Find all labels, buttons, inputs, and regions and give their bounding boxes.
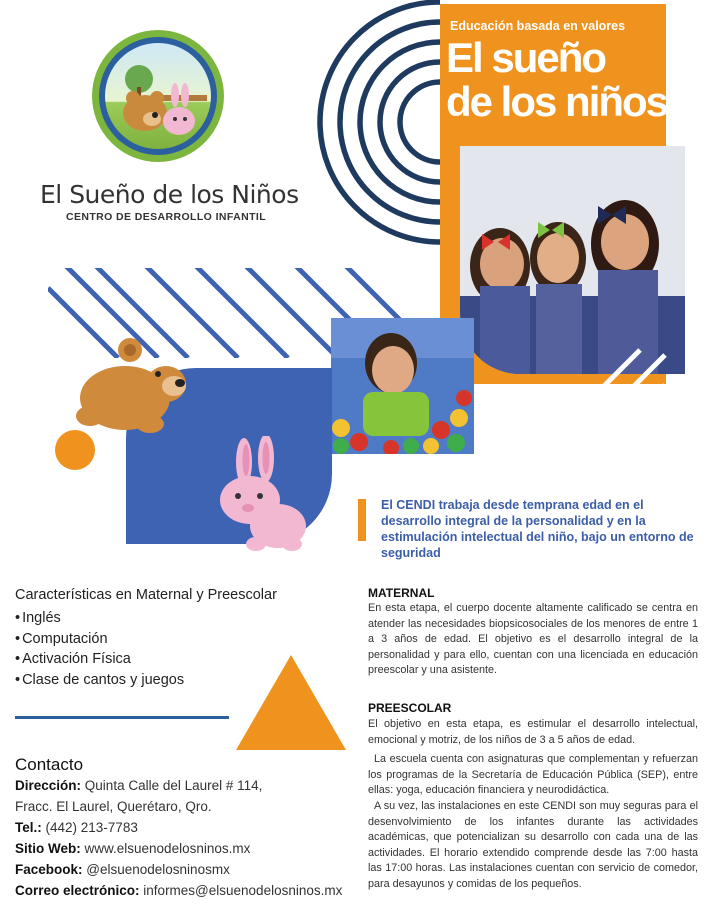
contact-title: Contacto: [15, 755, 84, 774]
maternal-text: En esta etapa, el cuerpo docente altamente calificado se centra en atender las necesidades biopsicosociales de los menores de entre 1 a 3 años de edad. El objetivo es el desarrollo integral de la personalidad y para ello, cuentan con una licenciada en educación preescolar y una asistente.: [368, 602, 698, 676]
quote-accent-bar: [358, 499, 366, 541]
address-value: Quinta Calle del Laurel # 114,: [84, 778, 263, 793]
list-item: • Computación: [15, 629, 184, 650]
email-link[interactable]: informes@elsuenodelosninos.mx: [143, 883, 343, 898]
phone-line: [15, 820, 138, 835]
list-item: • Inglés: [15, 608, 184, 629]
phone-value: (442) 213-7783: [45, 820, 138, 835]
preescolar-title: PREESCOLAR: [368, 701, 452, 715]
address-line-2: Fracc. El Laurel, Querétaro, Qro.: [15, 799, 212, 814]
list-item: • Clase de cantos y juegos: [15, 670, 184, 691]
email-label: Correo electrónico:: [15, 883, 140, 898]
orange-dot-decoration: [55, 430, 95, 470]
bunny-icon: [216, 436, 312, 554]
orange-triangle-decoration: [236, 655, 346, 750]
preescolar-paragraph-2: La escuela cuenta con asignaturas que complementan y refuerzan los programas de la Secretaría de Educación Pública (SEP), entre ellas: yoga, educación financiera y neurodidáctica.: [368, 753, 698, 796]
website-line: [15, 841, 250, 856]
logo-bear-bunny-illustration: [105, 43, 211, 149]
logo: [92, 30, 224, 162]
preescolar-paragraph-3: A su vez, las instalaciones en este CENDI son muy seguras para el desenvolvimiento de los infantes durante las actividades académicas, que potencializan su desarrollo con cada una de las actividades. El horario extendido comprende desde las 7:00 hasta las 17:00 horas. Las instalaciones cuentan con servicio de comedor, para desayunos y comidas de los pequeños.: [368, 800, 698, 890]
phone-label: Tel.:: [15, 820, 42, 835]
headline: [446, 36, 676, 124]
headline-line-2: de los niños: [446, 78, 668, 125]
preescolar-paragraph-1: El objetivo en esta etapa, es estimular el desarrollo intelectual, emocional y motriz, de los niños de 3 a 5 años de edad.: [368, 718, 698, 746]
brand-subtitle: CENTRO DE DESARROLLO INFANTIL: [66, 211, 267, 223]
facebook-line: [15, 862, 230, 877]
concentric-arcs-decoration: [290, 0, 445, 250]
email-line: [15, 883, 342, 898]
address-label: Dirección:: [15, 778, 82, 793]
headline-line-1: El sueño: [446, 34, 606, 81]
list-item: • Activación Física: [15, 649, 184, 670]
website-link[interactable]: www.elsuenodelosninos.mx: [84, 841, 251, 856]
characteristics-list: [15, 608, 184, 690]
characteristics-title: Características en Maternal y Preescolar: [15, 587, 277, 603]
boy-photo: [331, 318, 474, 454]
address-line-1: [15, 778, 262, 793]
facebook-handle[interactable]: @elsuenodelosninosmx: [86, 862, 230, 877]
brand-name: El Sueño de los Niños: [40, 180, 299, 209]
tagline: Educación basada en valores: [450, 19, 626, 33]
bear-icon: [70, 336, 190, 436]
mission-quote: El CENDI trabaja desde temprana edad en el desarrollo integral de la personalidad y en la estimulación intelectual del niño, bajo un entorno de seguridad: [381, 498, 694, 560]
website-label: Sitio Web:: [15, 841, 81, 856]
white-stripes-decoration: [440, 340, 670, 460]
divider: [15, 716, 229, 719]
facebook-label: Facebook:: [15, 862, 83, 877]
maternal-title: MATERNAL: [368, 586, 435, 600]
